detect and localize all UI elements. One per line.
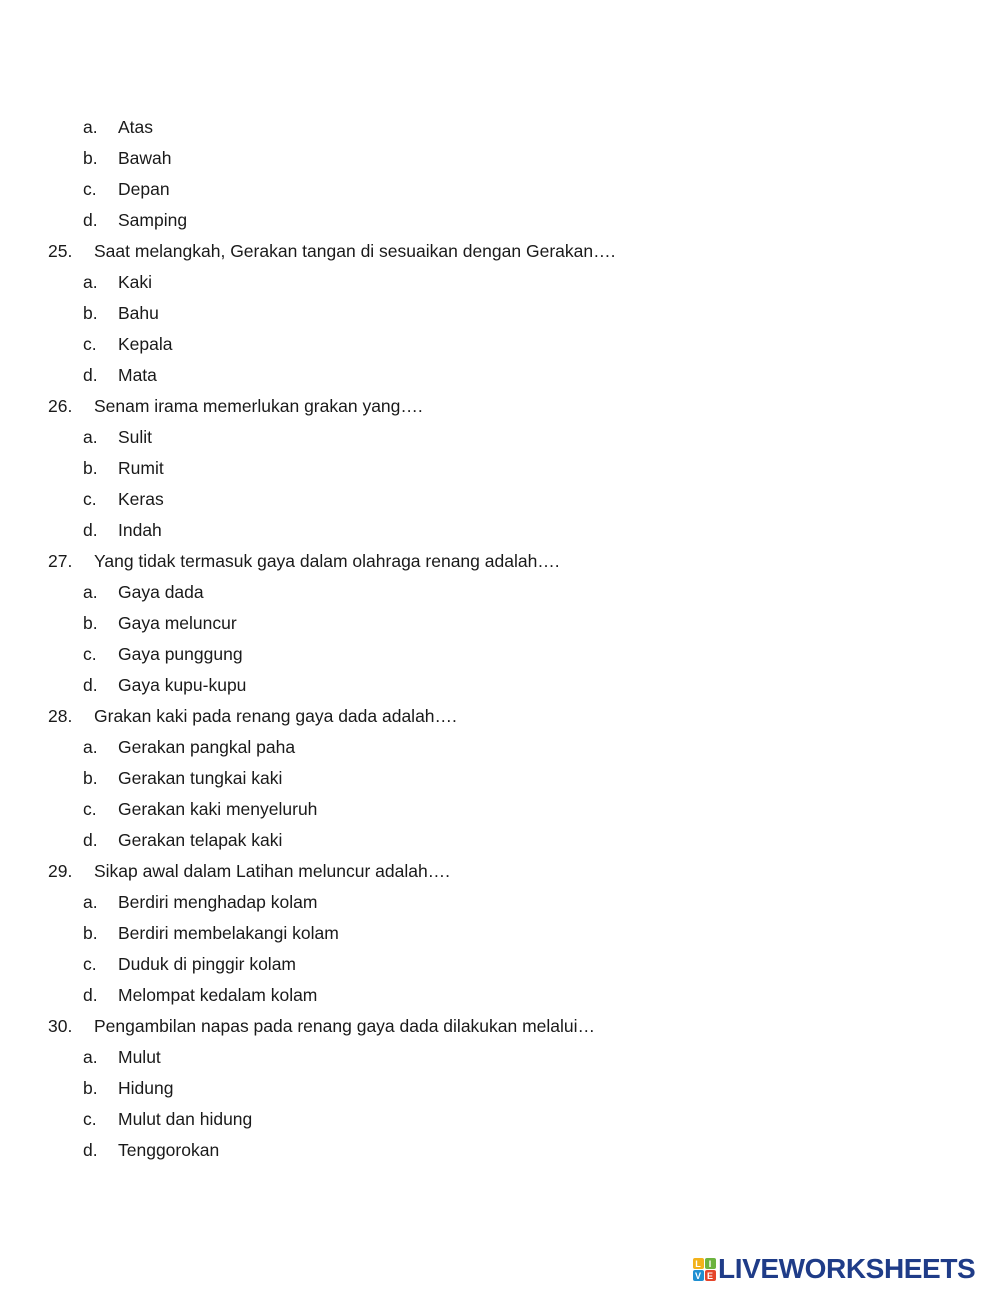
answer-option[interactable] <box>0 887 1000 918</box>
option-letter: c. <box>83 489 97 509</box>
option-letter: a. <box>83 582 98 602</box>
option-text: Tenggorokan <box>118 1140 220 1160</box>
option-letter: b. <box>83 458 98 478</box>
option-text: Duduk di pinggir kolam <box>118 954 297 974</box>
option-letter: d. <box>83 365 98 385</box>
option-letter: b. <box>83 1078 98 1098</box>
answer-option[interactable] <box>0 484 1000 515</box>
answer-option[interactable] <box>0 918 1000 949</box>
answer-option[interactable] <box>0 453 1000 484</box>
liveworksheets-logo <box>692 1254 975 1284</box>
question <box>0 391 1000 422</box>
question-text: Grakan kaki pada renang gaya dada adalah…. <box>94 706 457 726</box>
option-text: Mata <box>118 365 157 385</box>
answer-option[interactable] <box>0 422 1000 453</box>
question-text: Sikap awal dalam Latihan meluncur adalah…. <box>94 861 451 881</box>
option-text: Gerakan telapak kaki <box>118 830 283 850</box>
option-letter: b. <box>83 768 98 788</box>
option-text: Bawah <box>118 148 172 168</box>
option-text: Hidung <box>118 1078 174 1098</box>
option-letter: a. <box>83 1047 98 1067</box>
answer-option[interactable] <box>0 112 1000 143</box>
logo-mark-tile: V <box>693 1270 704 1281</box>
option-text: Gerakan pangkal paha <box>118 737 296 757</box>
option-text: Sulit <box>118 427 153 447</box>
answer-option[interactable] <box>0 1104 1000 1135</box>
option-text: Berdiri membelakangi kolam <box>118 923 339 943</box>
question <box>0 856 1000 887</box>
question <box>0 236 1000 267</box>
option-letter: d. <box>83 830 98 850</box>
answer-option[interactable] <box>0 205 1000 236</box>
logo-mark-tile: I <box>705 1258 716 1269</box>
option-letter: a. <box>83 737 98 757</box>
answer-option[interactable] <box>0 980 1000 1011</box>
answer-option[interactable] <box>0 267 1000 298</box>
answer-option[interactable] <box>0 1135 1000 1166</box>
option-letter: c. <box>83 799 97 819</box>
answer-option[interactable] <box>0 577 1000 608</box>
question-text: Yang tidak termasuk gaya dalam olahraga renang adalah…. <box>94 551 560 571</box>
worksheet <box>0 112 1000 1166</box>
question-number: 29. <box>48 861 73 881</box>
option-letter: c. <box>83 179 97 199</box>
option-text: Gerakan kaki menyeluruh <box>118 799 318 819</box>
answer-option[interactable] <box>0 639 1000 670</box>
option-text: Bahu <box>118 303 159 323</box>
question-text: Senam irama memerlukan grakan yang…. <box>94 396 423 416</box>
option-text: Kaki <box>118 272 153 292</box>
option-letter: a. <box>83 117 98 137</box>
answer-option[interactable] <box>0 949 1000 980</box>
option-letter: b. <box>83 148 98 168</box>
answer-option[interactable] <box>0 298 1000 329</box>
question-number: 27. <box>48 551 73 571</box>
logo-mark-tile: L <box>693 1258 704 1269</box>
answer-option[interactable] <box>0 1042 1000 1073</box>
option-text: Kepala <box>118 334 173 354</box>
question <box>0 546 1000 577</box>
option-text: Melompat kedalam kolam <box>118 985 318 1005</box>
question-number: 30. <box>48 1016 73 1036</box>
option-letter: c. <box>83 954 97 974</box>
option-text: Mulut <box>118 1047 161 1067</box>
option-letter: c. <box>83 644 97 664</box>
option-letter: d. <box>83 675 98 695</box>
option-letter: b. <box>83 613 98 633</box>
question-text: Pengambilan napas pada renang gaya dada dilakukan melalui… <box>94 1016 596 1036</box>
answer-option[interactable] <box>0 174 1000 205</box>
question <box>0 1011 1000 1042</box>
option-text: Keras <box>118 489 164 509</box>
answer-option[interactable] <box>0 1073 1000 1104</box>
answer-option[interactable] <box>0 515 1000 546</box>
question-number: 25. <box>48 241 73 261</box>
question <box>0 701 1000 732</box>
answer-option[interactable] <box>0 825 1000 856</box>
logo-mark-tile: E <box>705 1270 716 1281</box>
liveworksheets-logo-icon <box>692 1257 716 1281</box>
liveworksheets-logo-text: LIVEWORKSHEETS <box>718 1253 976 1284</box>
answer-option[interactable] <box>0 360 1000 391</box>
answer-option[interactable] <box>0 143 1000 174</box>
answer-option[interactable] <box>0 794 1000 825</box>
option-letter: b. <box>83 303 98 323</box>
option-letter: a. <box>83 892 98 912</box>
question-number: 26. <box>48 396 73 416</box>
answer-option[interactable] <box>0 763 1000 794</box>
option-letter: a. <box>83 427 98 447</box>
option-text: Atas <box>118 117 154 137</box>
option-letter: a. <box>83 272 98 292</box>
option-text: Berdiri menghadap kolam <box>118 892 318 912</box>
option-letter: c. <box>83 1109 97 1129</box>
option-text: Gaya kupu-kupu <box>118 675 247 695</box>
option-text: Gaya dada <box>118 582 204 602</box>
option-letter: b. <box>83 923 98 943</box>
option-letter: c. <box>83 334 97 354</box>
answer-option[interactable] <box>0 670 1000 701</box>
answer-option[interactable] <box>0 329 1000 360</box>
option-text: Depan <box>118 179 170 199</box>
option-letter: d. <box>83 520 98 540</box>
option-text: Samping <box>118 210 188 230</box>
option-letter: d. <box>83 985 98 1005</box>
question-text: Saat melangkah, Gerakan tangan di sesuaikan dengan Gerakan…. <box>94 241 616 261</box>
answer-option[interactable] <box>0 608 1000 639</box>
option-letter: d. <box>83 210 98 230</box>
question-number: 28. <box>48 706 73 726</box>
option-text: Gaya punggung <box>118 644 243 664</box>
option-text: Rumit <box>118 458 164 478</box>
answer-option[interactable] <box>0 732 1000 763</box>
option-text: Mulut dan hidung <box>118 1109 253 1129</box>
option-text: Gerakan tungkai kaki <box>118 768 283 788</box>
option-text: Gaya meluncur <box>118 613 237 633</box>
option-letter: d. <box>83 1140 98 1160</box>
option-text: Indah <box>118 520 162 540</box>
